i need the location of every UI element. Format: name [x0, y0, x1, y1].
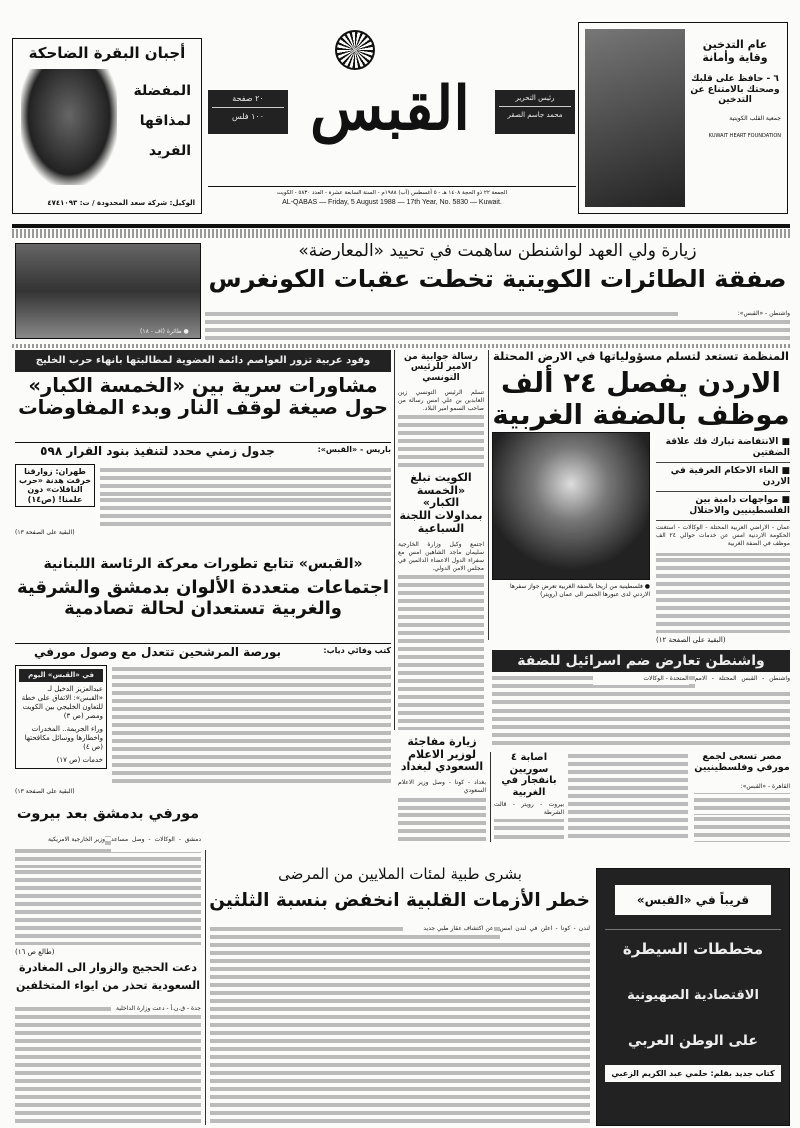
lead-photo — [15, 243, 201, 339]
jordan-heads — [492, 350, 790, 442]
lebanon-body-row — [15, 665, 391, 785]
lebanon-body — [112, 665, 391, 785]
ad-agent: الوكيل: شركة سعد المحدودة / ت: ٤٧٤١٠٩٣ — [47, 199, 195, 207]
egypt-headline: مصر تسعى لجمع مورفي وفلسطينيين — [694, 751, 790, 773]
saudi-headline: السعودية تحذر من ايواء المتخلفين — [15, 979, 201, 992]
jordan-kicker: المنظمة تستعد لتسلم مسؤولياتها في الارض المحتلة — [493, 349, 789, 363]
dateline-block — [208, 189, 576, 208]
ad-line: لمذاقها — [139, 113, 191, 129]
bullet-item: ■ الانتفاضة تبارك فك علاقة الضفتين — [656, 434, 790, 463]
lebanon-subhead-row — [15, 643, 391, 662]
washington-body-cont — [568, 752, 688, 840]
ad-text: ٦ - حافظ على قلبك وصحتك بالامتناع عن التدخين — [690, 74, 780, 105]
lead-story — [205, 242, 790, 342]
column-divider — [394, 350, 395, 730]
masthead-rule — [208, 186, 576, 187]
gulf-story — [15, 350, 391, 536]
murphy-body — [15, 836, 201, 945]
dateline-ar: الجمعة ٢٢ ذو الحجة ١٤٠٨ هـ - ٥ أغسطس (آب) ١٩٨٨م - السنة السابعة عشرة - العدد ٥٨٣٠ - الكويت — [276, 190, 508, 196]
ad-title: عام التدخين وقاية وأمانة — [702, 38, 768, 64]
header-rule — [12, 224, 790, 228]
iraq-headline: زيارة مفاجئة لوزير الاعلام السعودي لبغداد — [400, 735, 484, 774]
murphy-story — [15, 806, 201, 956]
ad-line: الفريد — [148, 143, 191, 159]
syrians-story — [494, 752, 564, 842]
tunisia-lead: تسلم الرئيس التونسي زين العابدين بن علي امس رسالة من صاحب السمو امير البلاد. — [398, 389, 484, 415]
jordan-bullets — [656, 434, 790, 521]
inside-today-box — [15, 665, 107, 769]
section-band — [12, 344, 790, 348]
book-ad[interactable] — [596, 868, 790, 1126]
decorative-band — [12, 229, 790, 238]
kuwait-five-lead: اجتمع وكيل وزارة الخارجية سليمان ماجد الشاهين امس مع سفراء الدول الاعضاء الدائمين في مجلس الامن الدولي. — [398, 541, 484, 575]
dateline-en: AL-QABAS — Friday, 5 August 1988 — 17th Year, No. 5830 — Kuwait. — [282, 199, 502, 206]
washington-banner: واشنطن تعارض ضم اسرائيل للضفة — [492, 650, 790, 672]
inside-item[interactable]: عبدالعزيز الدخيل لـ «القبس»: الاتفاق على خطة للتعاون الخليجي بين الكويت ومصر (ص ٣) — [21, 685, 103, 720]
bullet-item: ■ مواجهات دامية بين الفلسطينيين والاحتلال — [656, 492, 790, 521]
tehran-box: طهران: زوارقنا خرقت هدنة «حرب الناقلات» دون علمنا! (ص١٤) — [15, 464, 95, 507]
page-count: ٢٠ صفحة — [212, 94, 284, 108]
washington-story — [492, 650, 790, 748]
kuwait-five-body — [398, 541, 484, 730]
saudi-story — [15, 962, 201, 1125]
jordan-body — [656, 524, 790, 633]
murphy-headline: مورفي بدمشق بعد بيروت — [16, 806, 200, 822]
syrians-dateline: بيروت - رويتر - قالت الشرطة — [494, 801, 564, 819]
bullet-item: ■ الغاء الاحكام العرفية في الاردن — [656, 463, 790, 492]
photo-caption: ● طائرة (اف - ١٨) — [140, 328, 189, 335]
column-divider — [488, 350, 489, 640]
tunisia-body — [398, 389, 484, 469]
cheese-product-image — [21, 69, 117, 185]
gulf-subhead-row — [15, 442, 391, 461]
ad-line: مخططات السيطرة — [605, 929, 781, 958]
lebanon-subhead: بورصة المرشحين تتعدل مع وصول مورفي — [34, 645, 281, 659]
saudi-kicker: دعت الحجيج والزوار الى المغادرة — [19, 961, 197, 974]
egypt-dateline: القاهرة - «القبس»: — [694, 783, 790, 793]
inside-item[interactable]: وراء الجريمة.. المخدرات واخطارها ووسائل مكافحتها (ص ٤) — [24, 725, 103, 751]
lead-kicker: زيارة ولي العهد لواشنطن ساهمت في تحييد «المعارضة» — [298, 241, 697, 261]
jordan-headline: الاردن يفصل ٢٤ ألف موظف بالضفة الغربية — [492, 367, 790, 431]
jordan-photo — [492, 432, 650, 580]
lebanon-kicker: «القبس» تتابع تطورات معركة الرئاسة اللبنانية — [43, 556, 363, 572]
gulf-subhead: جدول زمني محدد لتنفيذ بنود القرار ٥٩٨ — [40, 444, 275, 458]
iraq-dateline: بغداد - كونا - وصل وزير الاعلام السعودي — [398, 779, 486, 797]
lead-body — [205, 310, 790, 342]
masthead-logo: القبس — [310, 74, 470, 144]
price: ١٠٠ فلس — [231, 112, 265, 121]
health-dateline: لندن - كونا - اعلن في لندن امس عن اكتشاف عقار طبي جديد — [403, 925, 590, 941]
cheese-ad[interactable] — [12, 38, 202, 214]
photo-caption: ● فلسطينية من اريحا بالضفة الغربية تعرض جواز سفرها الاردني لدى عبورها الجسر الى عمان (رويتر) — [509, 583, 650, 598]
middle-column — [398, 352, 484, 730]
ad-author: كتاب جديد بقلم: حلمي عبد الكريم الزعبي — [605, 1065, 781, 1082]
kuwait-five-headline: الكويت تبلغ «الخمسة الكبار» بمداولات اللجنة السباعية — [399, 471, 483, 535]
syrians-body — [494, 801, 564, 842]
gulf-headline: مشاورات سرية بين «الخمسة الكبار» حول صيغة لوقف النار وبدء المفاوضات — [18, 374, 388, 420]
ad-image — [585, 29, 685, 207]
sun-emblem-icon — [335, 30, 375, 70]
inside-title: في «القبس» اليوم — [19, 669, 103, 682]
tunisia-headline: رسالة جوابية من الامير للرئيس التونسي — [404, 352, 478, 383]
ad-text-block — [689, 39, 781, 140]
saudi-body — [15, 1005, 201, 1125]
continued-note: (طالع ص ١٦) — [15, 948, 55, 956]
ad-org-en: KUWAIT HEART FOUNDATION — [708, 133, 781, 140]
health-kicker: بشرى طبية لمئات الملايين من المرضى — [278, 865, 522, 883]
ad-line: الاقتصادية الصهيونية — [627, 988, 759, 1003]
lebanon-headline: اجتماعات متعددة الألوان بدمشق والشرقية والغربية تستعدان لحالة تصادمية — [16, 577, 390, 619]
jordan-side — [656, 434, 790, 644]
inside-item[interactable]: خدمات (ص ١٧) — [56, 756, 103, 764]
egypt-body — [694, 783, 790, 842]
lebanon-story — [15, 556, 391, 795]
health-headline: خطر الأزمات القلبية انخفض بنسبة الثلثين — [209, 890, 590, 911]
jordan-lead: عمان - الاراضي العربية المحتلة - الوكالات - استغنت الحكومة الاردنية امس عن خدمات حوالي ٢٤ الف موظف في الضفة الغربية — [656, 524, 790, 550]
iraq-story — [398, 736, 486, 842]
gulf-dateline: باريس - «القبس»: — [317, 445, 391, 454]
continued-note: (البقية على الصفحة ١٢) — [656, 636, 726, 644]
editor-label: رئيس التحرير — [499, 94, 571, 107]
iraq-body — [398, 779, 486, 842]
health-story — [210, 866, 590, 1125]
lebanon-byline: كتب وفائي دياب: — [323, 646, 391, 655]
column-divider — [490, 752, 491, 842]
murphy-dateline: دمشق - الوكالات - وصل مساعد وزير الخارجية الامريكية — [15, 836, 201, 852]
ad-title: أجبان البقرة الضاحكة — [28, 44, 186, 62]
gulf-banner: وفود عربية تزور العواصم دائمة العضوية لمطالبتها بانهاء حرب الخليج — [15, 350, 391, 372]
egypt-story — [694, 752, 790, 842]
lead-dateline: واشنطن - «القبس»: — [678, 310, 790, 320]
ad-org: جمعية القلب الكويتية — [729, 115, 781, 123]
washington-body — [492, 675, 790, 748]
continued-note: (البقية على الصفحة ١٣) — [15, 529, 75, 536]
lead-headline: صفقة الطائرات الكويتية تخطت عقبات الكونغرس — [208, 265, 787, 293]
ad-soon: قريباً في «القبس» — [615, 885, 771, 915]
heart-foundation-ad[interactable] — [578, 22, 788, 214]
saudi-dateline: جدة - ق.ن.أ - دعت وزارة الداخلية — [111, 1005, 201, 1015]
column-divider — [205, 850, 206, 1125]
ad-line: المفضلة — [133, 83, 191, 99]
gulf-body — [100, 464, 391, 526]
washington-dateline: واشنطن - القبس المحتلة - الامم المتحدة - الوكالات — [593, 675, 790, 691]
continued-note: (البقية على الصفحة ١٣) — [15, 788, 75, 795]
editor-name: محمد جاسم الصقر — [507, 111, 563, 119]
health-body — [210, 925, 590, 1125]
editor-box — [495, 90, 575, 134]
pages-box — [208, 90, 288, 134]
syrians-headline: اصابة ٤ سوريين بانفجار في الغربية — [501, 752, 557, 798]
ad-line: على الوطن العربي — [628, 1033, 758, 1049]
gulf-body-row — [15, 464, 391, 526]
